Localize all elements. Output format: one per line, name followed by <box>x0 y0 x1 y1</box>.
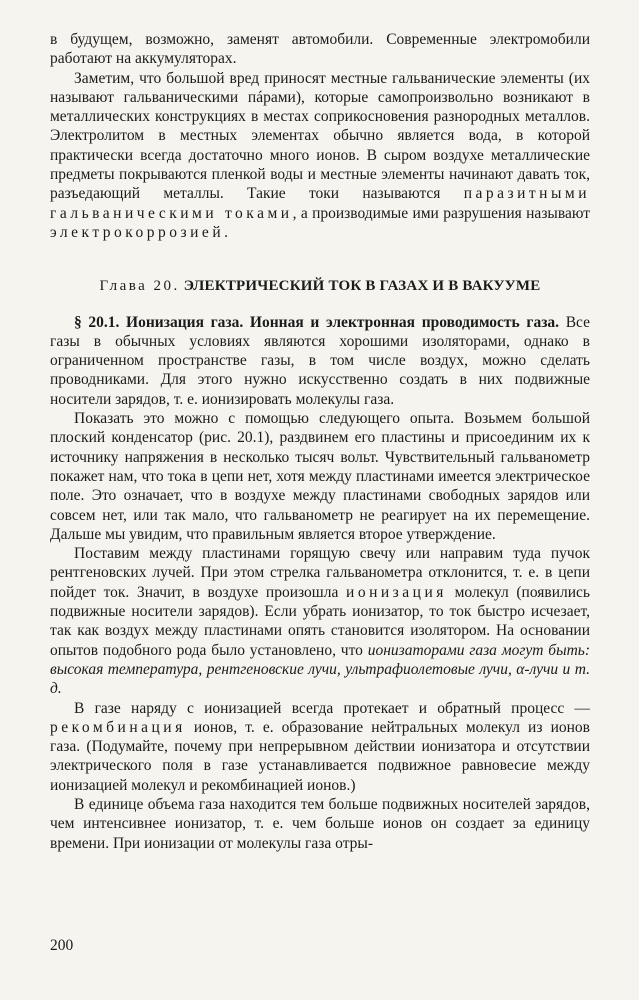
paragraph-galvanic-pairs <box>50 69 590 243</box>
paragraph-ionization <box>50 544 590 698</box>
paragraph-text: В единице объема газа находится тем больше подвижных носителей зарядов, чем интенсивнее ионизатор, т. е. чем больше ионов он создает за единицу времени. При ионизации от молекулы газа отры- <box>50 795 590 852</box>
text-fragment: ионов, т. е. образование нейтральных молекул из ионов газа. (Подумайте, почему при непрерывном действии ионизатора и отсутствии электрического поля в газе устанавливается подвижное равновесие между ионизацией молекул и рекомбинацией ионов.) <box>50 718 590 794</box>
text-fragment: . <box>224 223 228 241</box>
paragraph-experiment <box>50 409 590 544</box>
section-paragraph <box>50 313 590 409</box>
italic-ionizers-list: ионизаторами газа могут быть: высокая температура, рентгеновские лучи, ультрафиолетовые лучи, α-лучи и т. д. <box>50 641 590 698</box>
spaced-term-recombination: рекомбинация <box>50 718 186 736</box>
paragraph-text: в будущем, возможно, заменят автомобили. Современные электромобили работают на аккумуляторах. <box>50 31 590 68</box>
paragraph-text: Все газы в обычных условиях являются хорошими изоляторами, однако в ограниченном пространстве газы, в том числе воздух, можно сделать проводниками. Для этого нужно искусственно создать в них подвижные носители зарядов, т. е. ионизировать молекулы газа. <box>50 313 590 408</box>
text-fragment: В газе наряду с ионизацией всегда протекает и обратный процесс — <box>74 699 590 717</box>
text-fragment: молекул (появились подвижные носители зарядов). Если убрать ионизатор, то ток быстро исчезает, так как воздух между пластинами опять становится изолятором. На основании опытов подобного рода было установлено, что <box>50 583 590 659</box>
spaced-term-ionization: ионизация <box>346 583 447 601</box>
page-body <box>50 30 590 853</box>
text-fragment: Заметим, что большой вред приносят местные гальванические элементы (их называют гальваническими пáрами), которые самопроизвольно возникают в металлических конструкциях в местах соприкосновения разнородных металлов. Электролитом в местных элементах обычно является вода, в которой практически всегда достаточно много ионов. В сыром воздухе металлические предметы покрываются пленкой воды и местные элементы начинают давать ток, разъедающий металлы. Такие токи называются <box>50 69 590 203</box>
chapter-heading <box>50 277 590 296</box>
paragraph-charge-carriers <box>50 795 590 853</box>
paragraph-continuation <box>50 30 590 69</box>
text-fragment: Поставим между пластинами горящую свечу или направим туда пучок рентгеновских лучей. При этом стрелка гальванометра отклонится, т. е. в цепи пойдет ток. Значит, в воздухе произошла <box>50 545 590 601</box>
spaced-term-electrocorrosion: электрокоррозией <box>50 223 225 241</box>
spaced-term-parasitic-currents: паразитными гальваническими токами <box>50 185 590 222</box>
text-fragment: , а производимые ими разрушения называют <box>292 204 590 222</box>
section-heading: § 20.1. Ионизация газа. Ионная и электронная проводимость газа. <box>74 313 560 331</box>
paragraph-recombination <box>50 699 590 795</box>
chapter-number: Глава 20. <box>99 278 180 295</box>
page-number: 200 <box>50 937 74 954</box>
chapter-title: ЭЛЕКТРИЧЕСКИЙ ТОК В ГАЗАХ И В ВАКУУМЕ <box>183 278 541 295</box>
paragraph-text: Показать это можно с помощью следующего опыта. Возьмем большой плоский конденсатор (рис. 20.1), раздвинем его пластины и присоединим их к источнику напряжения в несколько тысяч вольт. Чувствительный гальванометр покажет нам, что тока в цепи нет, хотя между пластинами имеется электрическое поле. Это означает, что в воздухе между пластинами свободных зарядов или совсем нет, или так мало, что гальванометр не реагирует на их перемещение. Дальше мы увидим, что правильным является второе утверждение. <box>50 410 590 543</box>
